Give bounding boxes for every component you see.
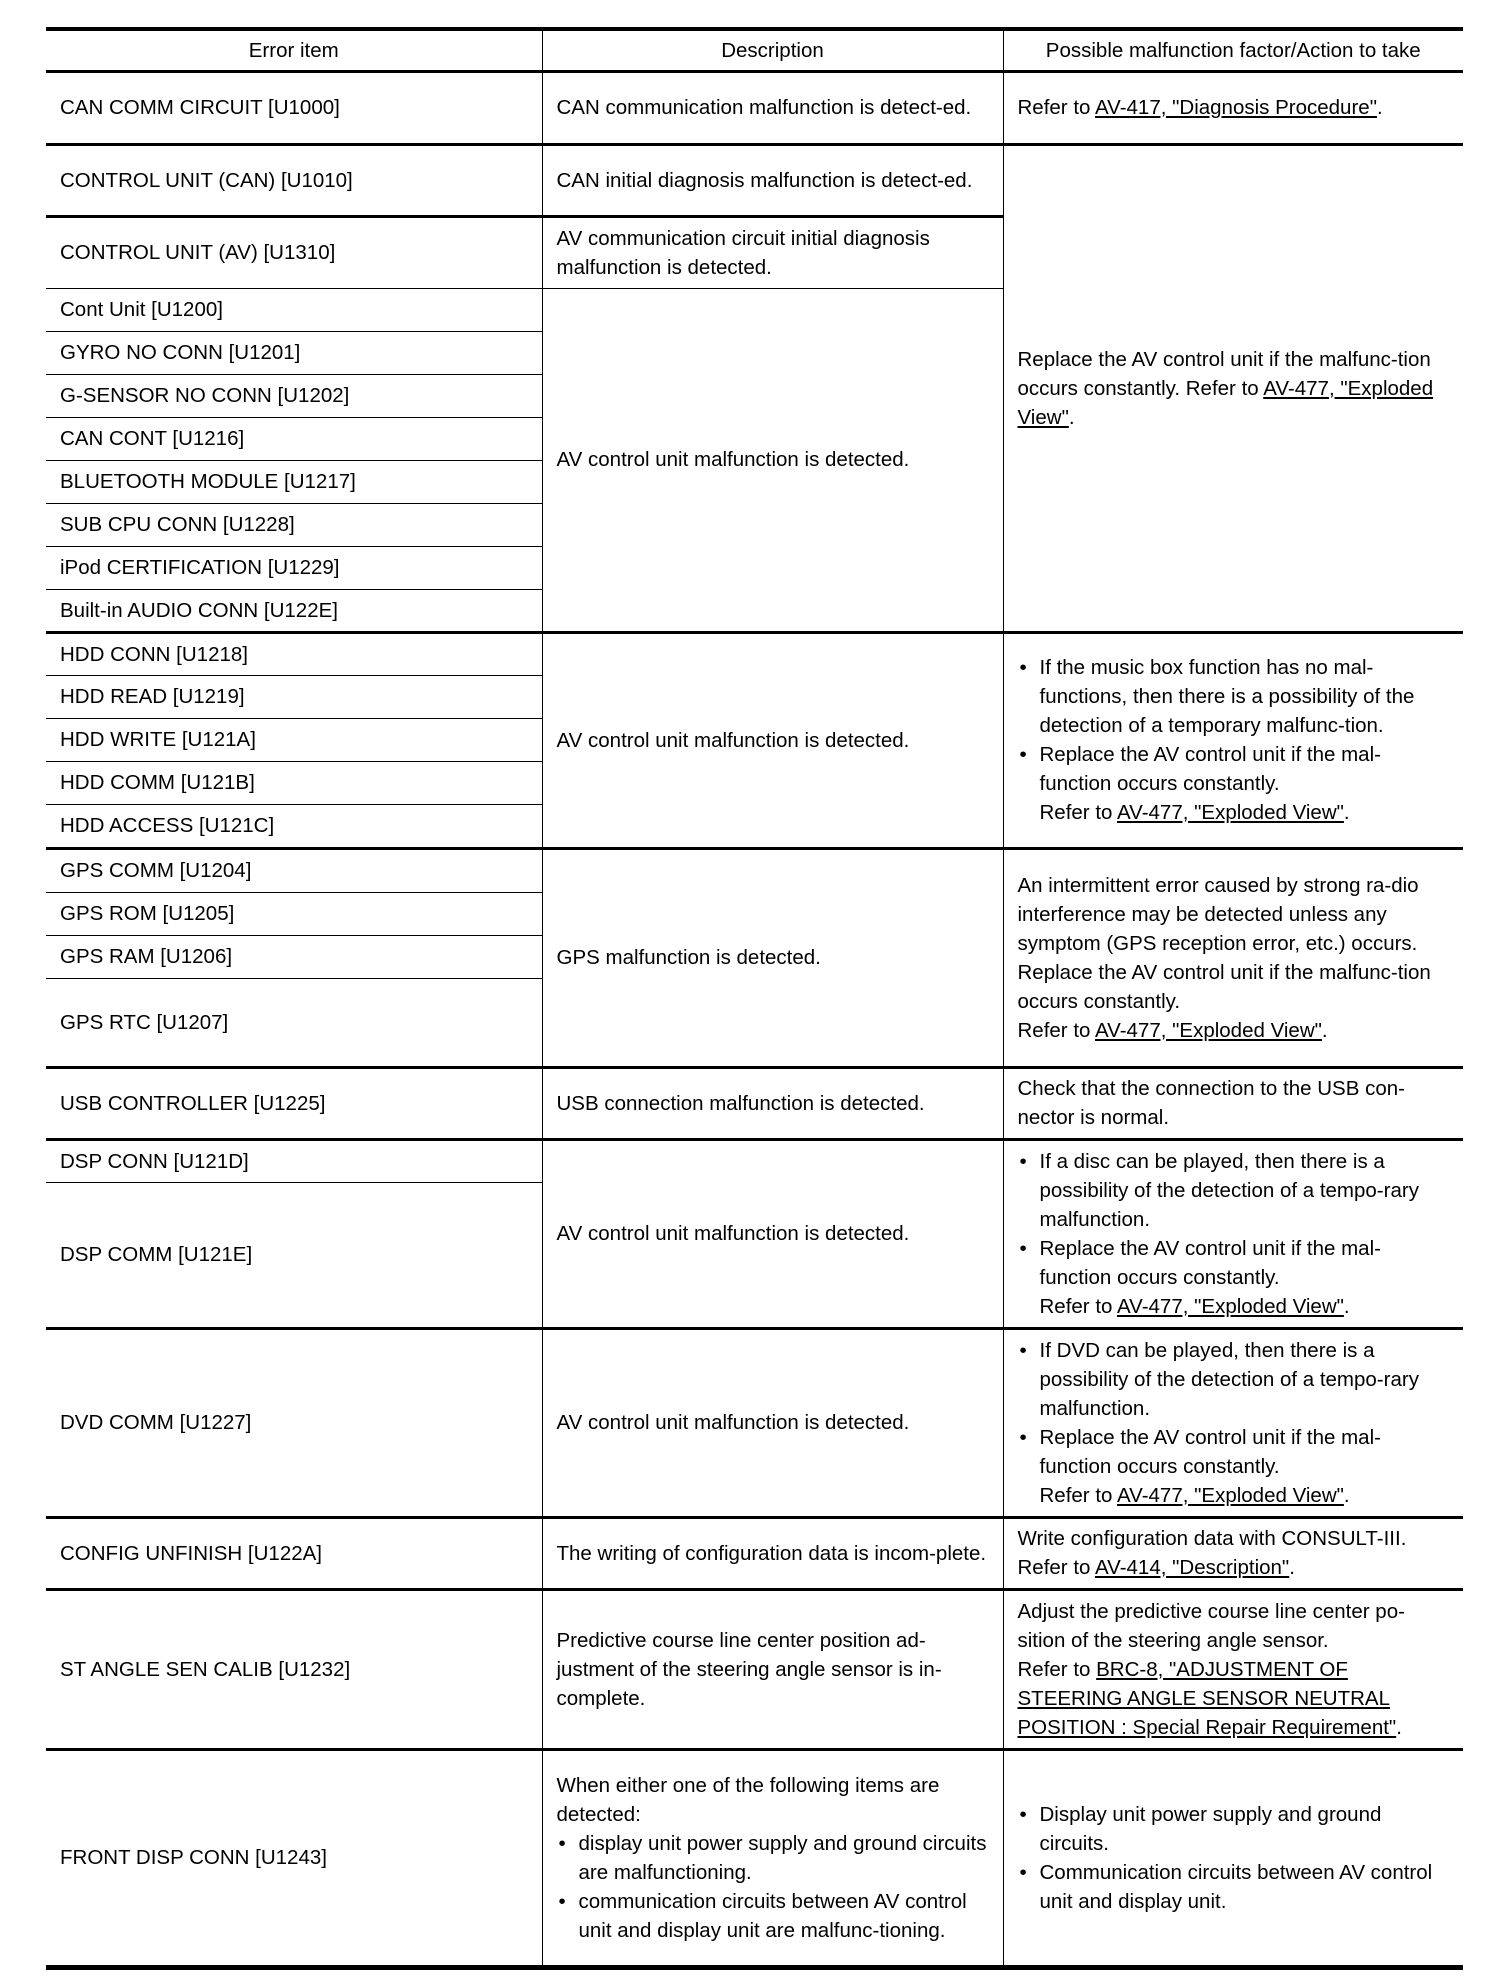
header-action: Possible malfunction factor/Action to take: [1003, 29, 1463, 71]
table-row: [46, 1517, 1463, 1589]
description: [542, 1749, 1003, 1967]
table-row: [46, 1067, 1463, 1139]
action: [1003, 632, 1463, 848]
bullet-item: • Communication circuits between AV control unit and display unit.: [1018, 1858, 1452, 1916]
bullet-item: [1018, 1234, 1452, 1321]
ref-link[interactable]: AV-477, "Exploded View": [1117, 1294, 1344, 1318]
action: Check that the connection to the USB con-nector is normal.: [1003, 1067, 1463, 1139]
description: CAN initial diagnosis malfunction is detect-ed.: [542, 144, 1003, 216]
bullet-item: • If a disc can be played, then there is a possibility of the detection of a tempo-rary malfunction.: [1018, 1147, 1452, 1234]
ref-link[interactable]: AV-477, "Exploded View": [1117, 801, 1344, 824]
description: AV communication circuit initial diagnosis malfunction is detected.: [542, 216, 1003, 288]
action: [1003, 71, 1463, 144]
ref-link[interactable]: AV-477, "Exploded View": [1095, 1018, 1322, 1042]
action-text: .: [1289, 1556, 1295, 1579]
action: [1003, 144, 1463, 632]
description: AV control unit malfunction is detected.: [542, 288, 1003, 632]
action-text: Replace the AV control unit if the mal-function occurs constantly.: [1039, 743, 1381, 795]
action-text: Refer to: [1017, 1657, 1097, 1681]
description: USB connection malfunction is detected.: [542, 1067, 1003, 1139]
error-item: GPS RTC [U1207]: [46, 978, 542, 1067]
action-text: Adjust the predictive course line center po-sition of the steering angle sensor.: [1017, 1599, 1405, 1652]
error-item: ST ANGLE SEN CALIB [U1232]: [46, 1589, 542, 1749]
error-item: iPod CERTIFICATION [U1229]: [46, 546, 542, 589]
description: The writing of configuration data is incom-plete.: [542, 1517, 1003, 1589]
action-text: Refer to: [1039, 1483, 1117, 1507]
ref-link[interactable]: BRC-8, "ADJUSTMENT OF STEERING ANGLE SENSOR NEUTRAL POSITION : Special Repair Requirement": [1017, 1657, 1397, 1739]
action-text: .: [1396, 1715, 1402, 1739]
error-item: SUB CPU CONN [U1228]: [46, 503, 542, 546]
bullet-item: [1018, 740, 1452, 827]
ref-link[interactable]: AV-477, "Exploded View": [1117, 1483, 1344, 1507]
action-text: .: [1068, 405, 1075, 429]
error-item: G-SENSOR NO CONN [U1202]: [46, 374, 542, 417]
error-item: Built-in AUDIO CONN [U122E]: [46, 589, 542, 632]
error-item: GPS RAM [U1206]: [46, 935, 542, 978]
action: [1003, 1749, 1463, 1967]
bullet-item: • If DVD can be played, then there is a possibility of the detection of a tempo-rary malfunction.: [1018, 1336, 1452, 1423]
error-item: GPS COMM [U1204]: [46, 848, 542, 892]
action-text: .: [1343, 1294, 1350, 1318]
action-text: .: [1343, 1483, 1350, 1507]
action-text: An intermittent error caused by strong ra-dio interference may be detected unless any symptom (GPS reception error, etc.) occurs.: [1017, 873, 1419, 955]
error-item: DSP CONN [U121D]: [46, 1139, 542, 1182]
bullet-item: • If the music box function has no mal-functions, then there is a possibility of the detection of a temporary malfunc-tion.: [1018, 653, 1452, 740]
error-table: [46, 27, 1463, 1970]
error-item: HDD ACCESS [U121C]: [46, 804, 542, 848]
action: [1003, 1328, 1463, 1517]
action-text: Replace the AV control unit if the malfunc-tion occurs constantly. Refer to: [1017, 347, 1431, 400]
error-item: HDD WRITE [U121A]: [46, 718, 542, 761]
error-item: USB CONTROLLER [U1225]: [46, 1067, 542, 1139]
error-item: CAN CONT [U1216]: [46, 417, 542, 460]
action-text: Write configuration data with CONSULT-III. Refer to: [1017, 1527, 1407, 1579]
ref-link[interactable]: AV-414, "Description": [1095, 1556, 1290, 1579]
bullet-item: [1018, 1423, 1452, 1510]
error-item: DVD COMM [U1227]: [46, 1328, 542, 1517]
error-item: CONFIG UNFINISH [U122A]: [46, 1517, 542, 1589]
action: [1003, 1139, 1463, 1328]
table-row: [46, 1749, 1463, 1967]
action-text: Refer to: [1039, 801, 1117, 824]
action-text: Replace the AV control unit if the mal-function occurs constantly.: [1039, 1425, 1381, 1478]
action-text: .: [1376, 96, 1383, 119]
description-text: When either one of the following items are detected:: [556, 1773, 940, 1826]
error-item: CONTROL UNIT (AV) [U1310]: [46, 216, 542, 288]
error-item: GYRO NO CONN [U1201]: [46, 331, 542, 374]
table-row: [46, 71, 1463, 144]
ref-link[interactable]: AV-477, "Exploded View": [1017, 376, 1434, 429]
action-text: Replace the AV control unit if the malfunc-tion occurs constantly.: [1017, 960, 1431, 1013]
bullet-item: • Display unit power supply and ground circuits.: [1018, 1800, 1452, 1858]
table-row: [46, 144, 1463, 216]
description: Predictive course line center position ad-justment of the steering angle sensor is in-complete.: [542, 1589, 1003, 1749]
description: AV control unit malfunction is detected.: [542, 632, 1003, 848]
action: [1003, 1517, 1463, 1589]
action-text: Refer to: [1039, 1294, 1117, 1318]
header-error-item: Error item: [46, 29, 542, 71]
action-text: .: [1321, 1018, 1328, 1042]
action-text: Refer to: [1017, 96, 1095, 119]
table-row: [46, 848, 1463, 892]
error-item: GPS ROM [U1205]: [46, 892, 542, 935]
error-item: HDD READ [U1219]: [46, 675, 542, 718]
description: AV control unit malfunction is detected.: [542, 1139, 1003, 1328]
action: [1003, 1589, 1463, 1749]
error-item: HDD CONN [U1218]: [46, 632, 542, 675]
description: CAN communication malfunction is detect-ed.: [542, 71, 1003, 144]
header-description: Description: [542, 29, 1003, 71]
table-row: [46, 1139, 1463, 1182]
description: AV control unit malfunction is detected.: [542, 1328, 1003, 1517]
bullet-item: • display unit power supply and ground circuits are malfunctioning.: [557, 1829, 991, 1887]
error-item: CAN COMM CIRCUIT [U1000]: [46, 71, 542, 144]
ref-link[interactable]: AV-417, "Diagnosis Procedure": [1095, 96, 1377, 119]
table-row: [46, 632, 1463, 675]
action-text: Replace the AV control unit if the mal-function occurs constantly.: [1039, 1236, 1381, 1289]
action-text: Refer to: [1017, 1018, 1095, 1042]
table-row: [46, 1328, 1463, 1517]
error-item: HDD COMM [U121B]: [46, 761, 542, 804]
error-item: CONTROL UNIT (CAN) [U1010]: [46, 144, 542, 216]
error-item: DSP COMM [U121E]: [46, 1182, 542, 1328]
error-item: Cont Unit [U1200]: [46, 288, 542, 331]
description: GPS malfunction is detected.: [542, 848, 1003, 1067]
action: [1003, 848, 1463, 1067]
error-item: FRONT DISP CONN [U1243]: [46, 1749, 542, 1967]
error-item: BLUETOOTH MODULE [U1217]: [46, 460, 542, 503]
action-text: .: [1343, 801, 1350, 824]
header-row: [46, 29, 1463, 71]
bullet-item: • communication circuits between AV control unit and display unit are malfunc-tioning.: [557, 1887, 991, 1945]
table-row: [46, 1589, 1463, 1749]
